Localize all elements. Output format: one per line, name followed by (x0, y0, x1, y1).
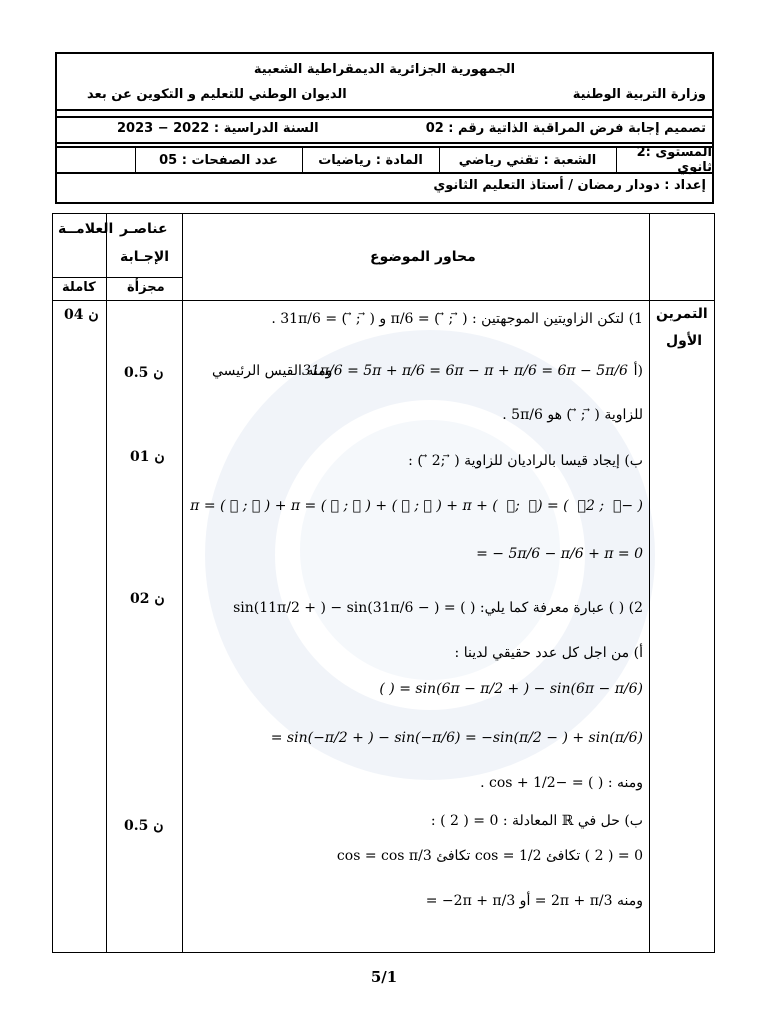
line-9: ( ) = sin(6π − π/2 + ) − sin(6π − π/6) (379, 681, 643, 697)
stream-label: الشعبة : تقني رياضي (439, 148, 615, 172)
header-row-test (57, 116, 712, 144)
grade-part-2a: 02 ن (130, 591, 165, 607)
line-5: ( − ⃗ ; 2 ⃗ ) = ( ⃗ ; ⃗ ) + π = ( ⃗ ; ⃗ ) + π = ( ⃗ ; ⃗ ) + ( ⃗ ; ⃗ ) + π (190, 498, 643, 514)
level-label: المستوى :2 ثانوي (616, 148, 712, 172)
line-8: أ) من اجل كل عدد حقيقي لدينا : (454, 645, 643, 661)
line-3: للزاوية ( ⃗ ; ⃗ ) هو 5π/6 . (502, 407, 643, 423)
line-14: ومنه 2π + π/3 = أو 2π + π/3− = (425, 893, 643, 909)
ministry-label: وزارة التربية الوطنية (572, 87, 706, 102)
line-6: = − 5π/6 − π/6 + π = 0 (476, 546, 643, 562)
line-11: ومنه : ( ) = −cos + 1/2 . (480, 775, 643, 791)
grade-part-b: 01 ن (130, 449, 165, 465)
republic-title: الجمهورية الجزائرية الديمقراطية الشعبية (253, 62, 516, 77)
grade-part-2b: 0.5 ن (124, 818, 164, 834)
axes-header: محاور الموضوع (370, 249, 476, 265)
design-label: تصميم إجابة فرض المراقبة الذاتية رقم : 02 (425, 121, 706, 136)
line-2a: أ) (633, 363, 643, 379)
header-row-info (57, 146, 712, 174)
exercise-title-2: الأول (666, 333, 703, 349)
page-number: 5/1 (370, 968, 398, 986)
answer-table (52, 213, 715, 953)
elements-header-2: الإجـابة (120, 249, 170, 265)
partial-grade-header: مجزأة (127, 280, 165, 295)
line-12: ب) حل في ℝ المعادلة : 0 = ( 2 ) : (430, 813, 643, 829)
document-header (55, 52, 714, 204)
line-13: 0 = ( 2 ) تكافئ cos = 1/2 تكافئ cos = cos π/3 (336, 848, 643, 864)
full-grade-header: كاملة (62, 280, 96, 295)
elements-header-1: عناصـر (120, 221, 168, 237)
line-2-text: ومنه القيس الرئيسي (212, 363, 333, 379)
line-2-equation: 31π/6 = 5π + π/6 = 6π − π + π/6 = 6π − 5π/6 (302, 363, 628, 379)
exercise-title-1: التمرين (656, 306, 708, 322)
total-grade: 04 ن (64, 307, 99, 323)
grade-header: العلامــة (58, 221, 114, 237)
line-10: = sin(−π/2 + ) − sin(−π/6) = −sin(π/2 − ) + sin(π/6) (270, 730, 643, 746)
line-7: 2) ( ) عبارة معرفة كما يلي: ( ) = sin(11π/2 + ) − sin(31π/6 − ) (233, 600, 643, 616)
office-label: الديوان الوطني للتعليم و التكوين عن بعد (87, 87, 347, 102)
grade-part-a: 0.5 ن (124, 365, 164, 381)
line-1: 1) لتكن الزاويتين الموجهتين : ( ⃗ ; ⃗ ) = π/6 و ( ⃗ ; ⃗ ) = 31π/6 . (271, 311, 643, 327)
subject-label: المادة : رياضيات (302, 148, 438, 172)
school-year: السنة الدراسية : 2022 − 2023 (117, 121, 319, 136)
header-row-institution (57, 54, 712, 111)
line-4: ب) إيجاد قيسا بالراديان للزاوية ( ⃗ ;2 ⃗ ) : (408, 453, 643, 469)
pages-label: عدد الصفحات : 05 (135, 148, 301, 172)
author-label: إعداد : دودار رمضان / أستاذ التعليم الثانوي (433, 178, 706, 193)
